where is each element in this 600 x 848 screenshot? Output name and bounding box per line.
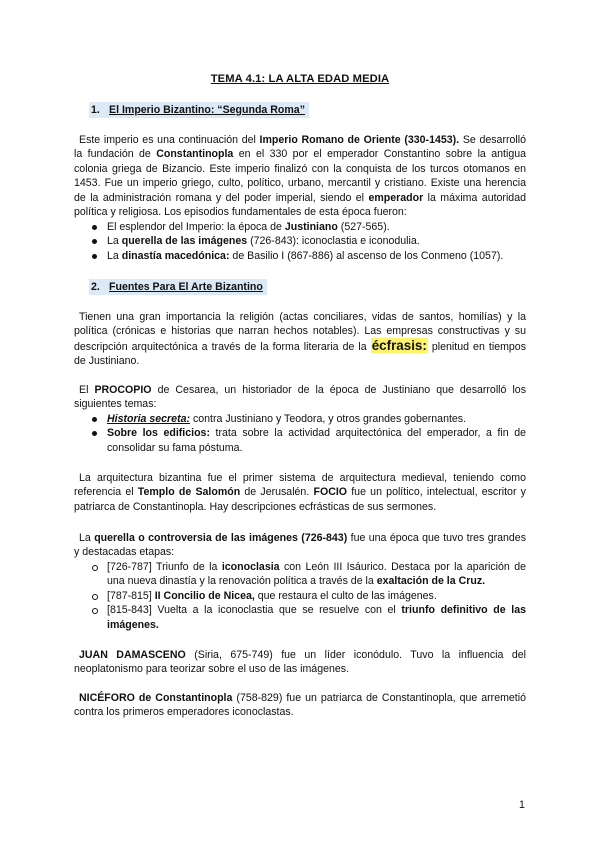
section-number: 2. bbox=[91, 281, 100, 293]
episodes-list bbox=[90, 220, 526, 263]
list-item: El esplendor del Imperio: la época de Justiniano (527-565). bbox=[90, 220, 526, 234]
paragraph-procopio: El PROCOPIO de Cesarea, un historiador de la época de Justiniano que desarrolló los siguientes temas: bbox=[74, 384, 526, 411]
section-heading-1 bbox=[89, 102, 309, 118]
page-number: 1 bbox=[519, 799, 525, 811]
section-number: 1. bbox=[91, 104, 100, 116]
paragraph-arquitectura: La arquitectura bizantina fue el primer sistema de arquitectura medieval, teniendo como referencia el Templo de Salomón de Jerusalén. FOCIO fue un político, intelectual, escritor y patriarca de Constantinopla. Hay descripciones ecfrásticas de sus sermones. bbox=[74, 472, 526, 513]
list-item: Sobre los edificios: trata sobre la actividad arquitectónica del emperador, a fin de consolidar su fama póstuma. bbox=[90, 426, 526, 455]
paragraph-niceforo: NICÉFORO de Constantinopla (758-829) fue un patriarca de Constantinopla, que arremetió contra los primeros emperadores iconoclastas. bbox=[74, 692, 526, 719]
paragraph-damasceno: JUAN DAMASCENO (Siria, 675-749) fue un líder iconódulo. Tuvo la influencia del neoplatonismo para teorizar sobre el uso de las imágenes. bbox=[74, 649, 526, 676]
paragraph-querella: La querella o controversia de las imágenes (726-843) fue una época que tuvo tres grandes y destacadas etapas: bbox=[74, 532, 526, 559]
section-heading-2 bbox=[89, 279, 267, 295]
paragraph-imperio: Este imperio es una continuación del Imperio Romano de Oriente (330-1453). Se desarrolló la fundación de Constantinopla en el 330 por el emperador Constantino sobre la antigua colonia griega de Bizancio. Este imperio finalizó con la conquista de los turcos otomanos en 1453. Fue un imperio griego, culto, político, urbano, mercantil y cristiano. Existe una herencia de la administración romana y del poder imperial, siendo el emperador la máxima autoridad política y religiosa. Los episodios fundamentales de esta época fueron: bbox=[74, 134, 526, 219]
list-item: [787-815] II Concilio de Nicea, que restaura el culto de las imágenes. bbox=[90, 589, 526, 603]
stages-list bbox=[90, 560, 526, 632]
highlighted-term: écfrasis: bbox=[371, 337, 427, 353]
list-item: La dinastía macedónica: de Basilio I (867-886) al ascenso de los Conmeno (1057). bbox=[90, 249, 526, 263]
procopio-works-list bbox=[90, 412, 526, 455]
list-item: La querella de las imágenes (726-843): iconoclastia e iconodulia. bbox=[90, 234, 526, 248]
list-item: [815-843] Vuelta a la iconoclastia que se resuelve con el triunfo definitivo de las imágenes. bbox=[90, 603, 526, 632]
paragraph-fuentes: Tienen una gran importancia la religión (actas conciliares, vidas de santos, homilías) y la política (crónicas e historias que narran hechos notables). Las empresas constructivas y su descripción arquitectónica a través de la forma literaria de la écfrasis: plenitud en tiempos de Justiniano. bbox=[74, 311, 526, 368]
section-title: El Imperio Bizantino: “Segunda Roma” bbox=[109, 104, 305, 116]
section-title: Fuentes Para El Arte Bizantino bbox=[109, 281, 263, 293]
list-item: Historia secreta: contra Justiniano y Teodora, y otros grandes gobernantes. bbox=[90, 412, 526, 426]
list-item: [726-787] Triunfo de la iconoclasia con León III Isáurico. Destaca por la aparición de una nueva dinastía y la renovación política a través de la exaltación de la Cruz. bbox=[90, 560, 526, 589]
document-title: TEMA 4.1: LA ALTA EDAD MEDIA bbox=[210, 73, 390, 85]
